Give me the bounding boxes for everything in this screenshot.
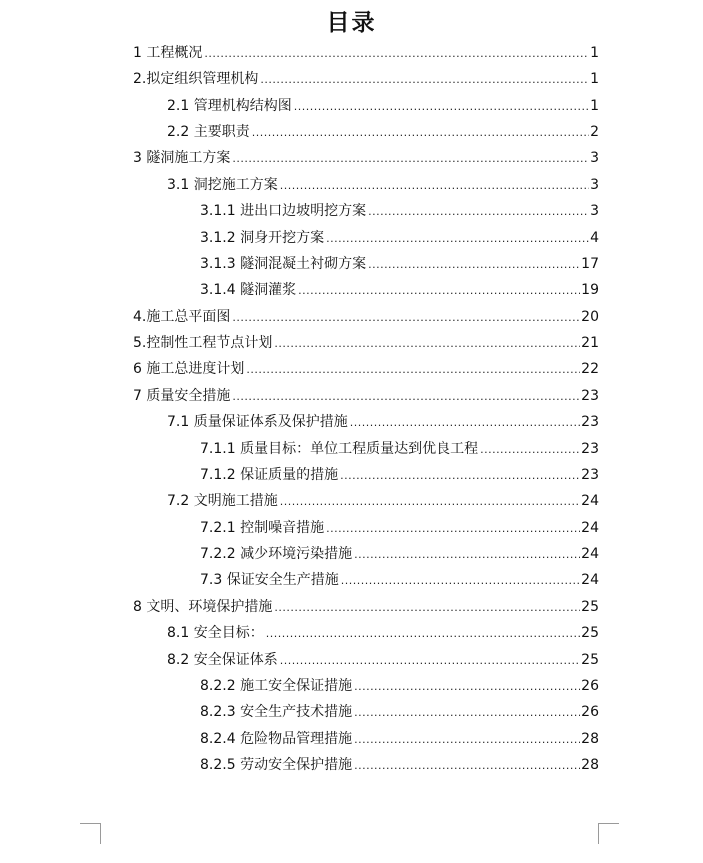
toc-page-number: 23 — [581, 414, 599, 430]
toc-page-number: 4 — [590, 230, 599, 246]
toc-leader-dots — [298, 280, 580, 302]
toc-page-number: 22 — [581, 361, 599, 377]
toc-entry-label: 6 施工总进度计划 — [133, 361, 245, 377]
toc-leader-dots — [252, 122, 589, 144]
toc-page-number: 25 — [581, 625, 599, 641]
toc-entry-label: 1 工程概况 — [133, 45, 203, 61]
toc-leader-dots — [326, 228, 589, 250]
toc-entry-7[interactable] — [133, 385, 599, 407]
toc-entry-3-1-3[interactable] — [200, 253, 599, 275]
toc-entry-label: 8.2 安全保证体系 — [167, 652, 278, 668]
toc-page-number: 24 — [581, 572, 599, 588]
toc-leader-dots — [341, 570, 580, 592]
toc-leader-dots — [280, 650, 580, 672]
toc-entry-label: 8.2.3 安全生产技术措施 — [200, 704, 353, 720]
toc-entry-5[interactable] — [133, 332, 599, 354]
toc-page-number: 23 — [581, 388, 599, 404]
toc-entry-label: 2.1 管理机构结构图 — [167, 98, 292, 114]
toc-leader-dots — [274, 597, 580, 619]
toc-entry-label: 3.1.1 进出口边坡明挖方案 — [200, 203, 367, 219]
margin-crop-mark-left — [80, 823, 101, 844]
toc-page-number: 24 — [581, 493, 599, 509]
toc-entry-6[interactable] — [133, 358, 599, 380]
toc-entry-7-1[interactable] — [167, 411, 599, 433]
toc-entry-3-1[interactable] — [167, 174, 599, 196]
toc-entry-3[interactable] — [133, 147, 599, 169]
toc-entry-7-2-1[interactable] — [200, 517, 599, 539]
toc-page-number: 3 — [590, 150, 599, 166]
toc-entry-8-2-4[interactable] — [200, 728, 599, 750]
toc-page-number: 26 — [581, 678, 599, 694]
toc-page-number: 28 — [581, 757, 599, 773]
toc-entry-label: 3.1 洞挖施工方案 — [167, 177, 278, 193]
toc-entry-8[interactable] — [133, 596, 599, 618]
toc-page-number: 25 — [581, 599, 599, 615]
toc-entry-7-1-2[interactable] — [200, 464, 599, 486]
toc-page-number: 26 — [581, 704, 599, 720]
toc-entry-label: 8.2.4 危险物品管理措施 — [200, 731, 353, 747]
toc-leader-dots — [326, 518, 580, 540]
toc-entry-label: 8.1 安全目标： — [167, 625, 264, 641]
toc-entry-label: 8.2.2 施工安全保证措施 — [200, 678, 353, 694]
toc-entry-4[interactable] — [133, 306, 599, 328]
toc-entry-2[interactable] — [133, 68, 599, 90]
toc-page-number: 1 — [590, 71, 599, 87]
toc-entry-label: 2.拟定组织管理机构 — [133, 71, 259, 87]
toc-title: 目录 — [326, 10, 377, 36]
toc-page-number: 24 — [581, 546, 599, 562]
toc-entry-label: 8 文明、环境保护措施 — [133, 599, 273, 615]
toc-entry-label: 7.3 保证安全生产措施 — [200, 572, 339, 588]
toc-leader-dots — [246, 359, 580, 381]
toc-entry-label: 5.控制性工程节点计划 — [133, 335, 273, 351]
toc-leader-dots — [350, 412, 580, 434]
toc-entry-3-1-4[interactable] — [200, 279, 599, 301]
margin-crop-mark-right — [598, 823, 619, 844]
toc-leader-dots — [232, 148, 589, 170]
toc-entry-3-1-1[interactable] — [200, 200, 599, 222]
toc-entry-7-2[interactable] — [167, 490, 599, 512]
toc-entry-label: 7.2.2 减少环境污染措施 — [200, 546, 353, 562]
toc-entry-label: 3.1.2 洞身开挖方案 — [200, 230, 325, 246]
toc-leader-dots — [294, 96, 589, 118]
toc-leader-dots — [280, 175, 589, 197]
toc-leader-dots — [274, 333, 580, 355]
toc-entry-label: 7.1 质量保证体系及保护措施 — [167, 414, 348, 430]
toc-page-number: 23 — [581, 441, 599, 457]
toc-entry-label: 3 隧洞施工方案 — [133, 150, 231, 166]
toc-leader-dots — [266, 623, 580, 645]
toc-entry-8-1[interactable] — [167, 622, 599, 644]
toc-entry-7-3[interactable] — [200, 569, 599, 591]
toc-page-number: 3 — [590, 203, 599, 219]
toc-leader-dots — [204, 43, 589, 65]
toc-leader-dots — [368, 201, 589, 223]
toc-page-number: 1 — [590, 98, 599, 114]
toc-entry-2-1[interactable] — [167, 95, 599, 117]
toc-leader-dots — [368, 254, 580, 276]
toc-leader-dots — [480, 439, 580, 461]
toc-leader-dots — [354, 702, 580, 724]
toc-entry-label: 7.1.2 保证质量的措施 — [200, 467, 339, 483]
toc-page-number: 28 — [581, 731, 599, 747]
toc-entry-8-2-2[interactable] — [200, 675, 599, 697]
toc-page-number: 1 — [590, 45, 599, 61]
toc-page-number: 25 — [581, 652, 599, 668]
toc-page-number: 23 — [581, 467, 599, 483]
toc-entry-8-2-5[interactable] — [200, 754, 599, 776]
toc-leader-dots — [280, 491, 580, 513]
toc-entry-2-2[interactable] — [167, 121, 599, 143]
toc-entry-8-2[interactable] — [167, 649, 599, 671]
toc-leader-dots — [354, 676, 580, 698]
toc-entry-label: 4.施工总平面图 — [133, 309, 231, 325]
toc-page-number: 20 — [581, 309, 599, 325]
toc-entry-label: 7.2.1 控制噪音措施 — [200, 520, 325, 536]
toc-page-number: 24 — [581, 520, 599, 536]
toc-page-number: 17 — [581, 256, 599, 272]
toc-page-number: 3 — [590, 177, 599, 193]
toc-entry-3-1-2[interactable] — [200, 227, 599, 249]
toc-leader-dots — [260, 69, 589, 91]
toc-page-number: 2 — [590, 124, 599, 140]
toc-page-number: 19 — [581, 282, 599, 298]
toc-entry-label: 2.2 主要职责 — [167, 124, 250, 140]
toc-page-number: 21 — [581, 335, 599, 351]
toc-entry-label: 7.1.1 质量目标：单位工程质量达到优良工程 — [200, 441, 479, 457]
toc-entry-label: 3.1.3 隧洞混凝土衬砌方案 — [200, 256, 367, 272]
toc-leader-dots — [232, 307, 580, 329]
toc-entry-8-2-3[interactable] — [200, 701, 599, 723]
toc-entry-label: 7 质量安全措施 — [133, 388, 231, 404]
toc-leader-dots — [354, 544, 580, 566]
toc-leader-dots — [340, 465, 580, 487]
toc-leader-dots — [232, 386, 580, 408]
toc-leader-dots — [354, 729, 580, 751]
toc-entry-7-2-2[interactable] — [200, 543, 599, 565]
toc-entry-label: 7.2 文明施工措施 — [167, 493, 278, 509]
toc-entry-7-1-1[interactable] — [200, 438, 599, 460]
toc-entry-1[interactable] — [133, 42, 599, 64]
toc-entry-label: 3.1.4 隧洞灌浆 — [200, 282, 297, 298]
toc-leader-dots — [354, 755, 580, 777]
toc-entry-label: 8.2.5 劳动安全保护措施 — [200, 757, 353, 773]
